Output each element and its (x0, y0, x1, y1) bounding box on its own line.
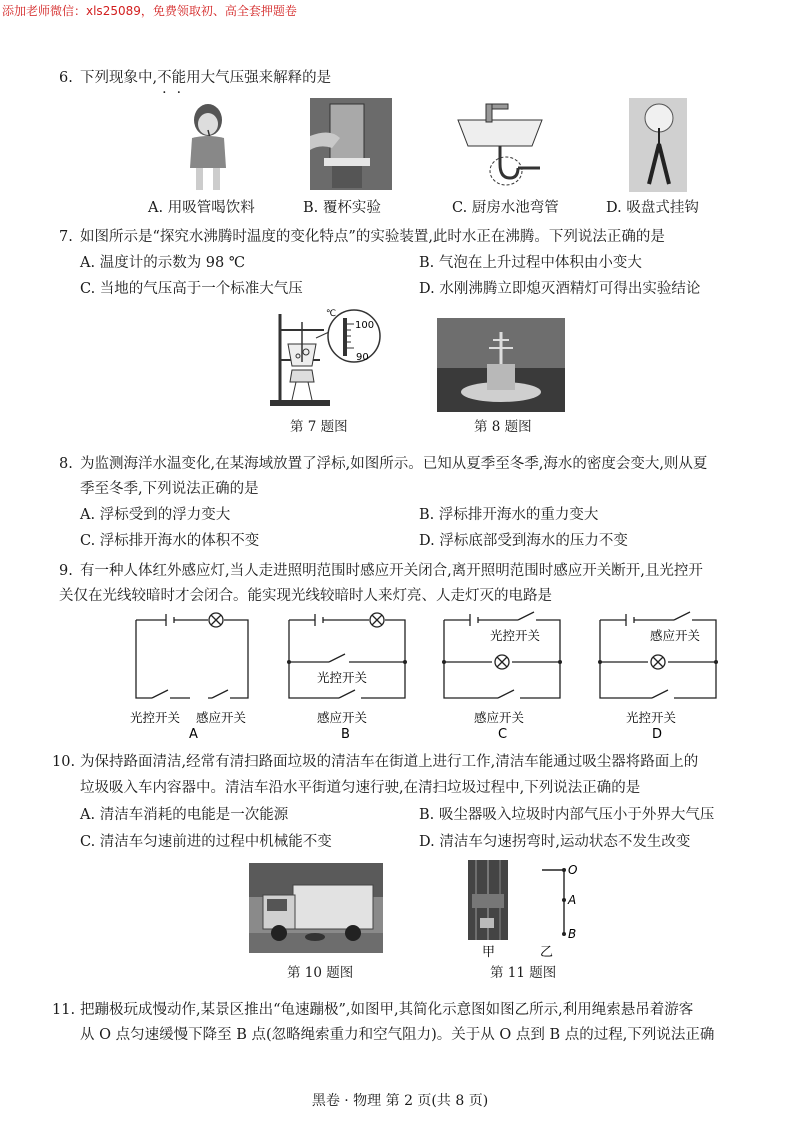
q6-emph-1: 不 (157, 70, 172, 86)
q10-number: 10. (52, 754, 76, 770)
watermark-text: 添加老师微信：xls25089，免费领取初、高全套押题卷 (2, 4, 297, 18)
q10-option-a: A. 清洁车消耗的电能是一次能源 (80, 807, 289, 823)
q11-stem-line1: 把蹦极玩成慢动作,某景区推出“龟速蹦极”,如图甲,其简化示意图如图乙所示,利用绳索悬吊着游客 (80, 1002, 694, 1018)
q9-circuit-b (283, 610, 413, 740)
q8-stem-line2: 季至冬季,下列说法正确的是 (80, 481, 259, 497)
q6-stem (80, 68, 331, 88)
q11-point-o: O (568, 863, 578, 877)
q9-number: 9. (59, 563, 73, 579)
q9-stem-line1: 有一种人体红外感应灯,当人走进照明范围时感应开关闭合,离开照明范围时感应开关断开,且光控开 (80, 563, 703, 579)
q7-option-a: A. 温度计的示数为 98 ℃ (80, 255, 246, 271)
q8-option-b: B. 浮标排开海水的重力变大 (419, 507, 599, 523)
q11-figure-bungee (460, 858, 580, 962)
q7-caption: 第 7 题图 (290, 419, 348, 435)
q10-stem-line2: 垃圾吸入车内容器中。清洁车沿水平街道匀速行驶,在清扫垃圾过程中,下列说法正确的是 (80, 780, 641, 796)
q6-number: 6. (59, 70, 73, 86)
q6-stem-post: 用大气压强来解释的是 (186, 70, 332, 86)
q9-d-label-1: 感应开关 (650, 628, 701, 643)
page-footer: 黑卷 · 物理 第 2 页(共 8 页) (311, 1093, 489, 1109)
q10-caption: 第 10 题图 (287, 965, 354, 981)
q9-circuit-c (438, 610, 568, 740)
q9-stem-line2: 关仅在光线较暗时才会闭合。能实现光线较暗时人来灯亮、人走灯灭的电路是 (59, 588, 552, 604)
q7-option-d: D. 水刚沸腾立即熄灭酒精灯可得出实验结论 (419, 281, 701, 297)
q10-option-d: D. 清洁车匀速拐弯时,运动状态不发生改变 (419, 834, 691, 850)
q9-d-label-2: 光控开关 (626, 710, 677, 725)
q11-point-b: B (568, 927, 577, 941)
q6-figure-cup-experiment (310, 98, 392, 190)
q9-circuit-a (128, 610, 258, 740)
q6-option-a: A. 用吸管喝饮料 (148, 200, 255, 216)
q6-figure-suction-hook (629, 98, 687, 192)
q6-emph-2: 能 (171, 70, 187, 86)
q11-point-a: A (568, 893, 577, 907)
q7-thermo-unit: ℃ (326, 309, 337, 319)
q9-b-label-1: 光控开关 (317, 670, 368, 685)
q9-b-label-2: 感应开关 (317, 710, 368, 725)
q9-c-label-1: 光控开关 (490, 628, 541, 643)
q9-circuit-d (594, 610, 724, 740)
q6-option-b: B. 覆杯实验 (303, 200, 381, 216)
q9-c-letter: C (498, 727, 508, 740)
q10-option-c: C. 清洁车匀速前进的过程中机械能不变 (80, 834, 332, 850)
q8-option-c: C. 浮标排开海水的体积不变 (80, 533, 260, 549)
q11-caption: 第 11 题图 (490, 965, 557, 981)
q8-caption: 第 8 题图 (474, 419, 532, 435)
q10-stem-line1: 为保持路面清洁,经常有清扫路面垃圾的清洁车在街道上进行工作,清洁车能通过吸尘器将路面上的 (80, 754, 699, 770)
q8-figure-buoy-photo (437, 318, 565, 412)
q8-option-d: D. 浮标底部受到海水的压力不变 (419, 533, 628, 549)
q11-stem-line2: 从 O 点匀速缓慢下降至 B 点(忽略绳索重力和空气阻力)。关于从 O 点到 B 点的过程,下列说法正确 (80, 1027, 715, 1043)
q7-thermo-high: 100 (355, 320, 375, 331)
q10-option-b: B. 吸尘器吸入垃圾时内部气压小于外界大气压 (419, 807, 715, 823)
q11-label-jia: 甲 (482, 945, 496, 960)
q6-stem-pre: 下列现象中, (80, 70, 158, 86)
q6-option-c: C. 厨房水池弯管 (452, 200, 559, 216)
q9-a-letter: A (189, 727, 198, 740)
q8-stem-line1: 为监测海洋水温变化,在某海域放置了浮标,如图所示。已知从夏季至冬季,海水的密度会变大,则从夏 (80, 456, 708, 472)
q11-number: 11. (52, 1002, 76, 1018)
q7-figure-boiling-apparatus (262, 304, 386, 416)
q9-a-label-2: 感应开关 (196, 710, 247, 725)
q9-a-label-1: 光控开关 (130, 710, 181, 725)
q7-thermo-low: 90 (356, 352, 369, 363)
q8-number: 8. (59, 456, 73, 472)
q8-option-a: A. 浮标受到的浮力变大 (80, 507, 231, 523)
q9-c-label-2: 感应开关 (474, 710, 525, 725)
q7-stem: 如图所示是“探究水沸腾时温度的变化特点”的实验装置,此时水正在沸腾。下列说法正确的是 (80, 229, 665, 245)
q6-figure-girl-straw (178, 98, 238, 194)
q11-label-yi: 乙 (540, 945, 554, 960)
q6-option-d: D. 吸盘式挂钩 (606, 200, 699, 216)
q7-option-c: C. 当地的气压高于一个标准大气压 (80, 281, 303, 297)
q10-figure-sweeper-photo (249, 863, 383, 953)
q7-number: 7. (59, 229, 73, 245)
q7-option-b: B. 气泡在上升过程中体积由小变大 (419, 255, 642, 271)
q9-d-letter: D (652, 727, 663, 740)
q9-b-letter: B (341, 727, 350, 740)
q6-figure-sink-trap (452, 98, 548, 190)
